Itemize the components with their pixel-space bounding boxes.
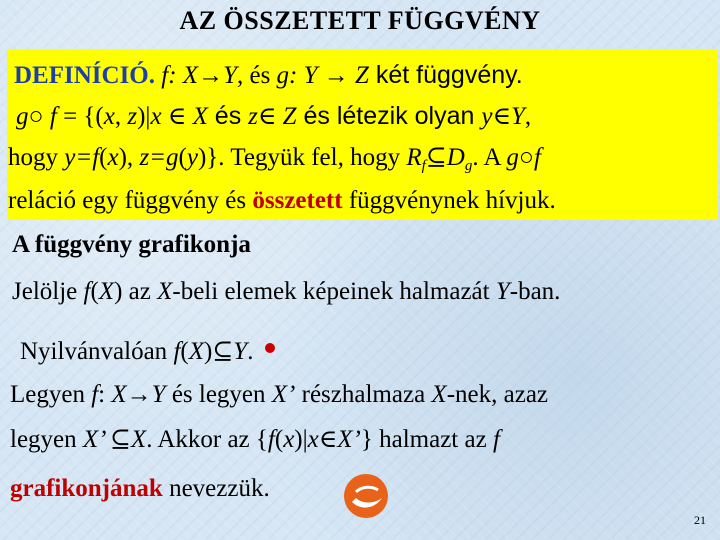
highlight-term: összetett	[252, 187, 343, 214]
paragraph-2: Nyilvánvalóan f(X)⊆Y.	[20, 337, 275, 367]
paragraph-1: Jelölje f(X) az X-beli elemek képeinek halmazát Y-ban.	[12, 278, 561, 305]
graph-term: grafikonjának	[10, 475, 163, 502]
page-title: AZ ÖSSZETETT FÜGGVÉNY	[179, 6, 541, 35]
subset-icon: ⊆	[212, 338, 234, 365]
section-heading: A függvény grafikonja	[12, 231, 251, 258]
definition-line-4: reláció egy függvény és összetett függvénynek hívjuk.	[8, 187, 556, 214]
logo-icon	[342, 472, 390, 520]
paragraph-3: Legyen f: X→Y és legyen X’ részhalmaza X-nek, azaz	[10, 381, 549, 408]
definition-line-3: hogy y=f(x), z=g(y)}. Tegyük fel, hogy $R_f⊆D_g$. A g○f	[8, 144, 541, 174]
definition-line-2: g○ f = {(x, z)|x ∈ X és z∈ Z és létezik olyan y∈Y,	[16, 102, 532, 130]
bullet-dot-icon	[265, 343, 275, 353]
arrow-icon: →	[198, 62, 224, 89]
arrow-icon: →	[323, 62, 349, 89]
paragraph-4: legyen X’ ⊆X. Akkor az {f(x)|x∈X’} halmazt az f	[10, 426, 500, 453]
subset-icon: ⊆	[425, 144, 447, 171]
definition-line-1: DEFINÍCIÓ. f: X→Y, és g: Y → Z két függvény.	[14, 61, 523, 89]
compose-icon: ○	[28, 103, 44, 130]
definition-label: DEFINÍCIÓ.	[14, 62, 155, 89]
subset-icon: ⊆	[109, 426, 131, 453]
paragraph-5: grafikonjának nevezzük.	[10, 475, 270, 502]
page-number: 21	[694, 513, 706, 527]
arrow-icon: →	[126, 381, 152, 408]
